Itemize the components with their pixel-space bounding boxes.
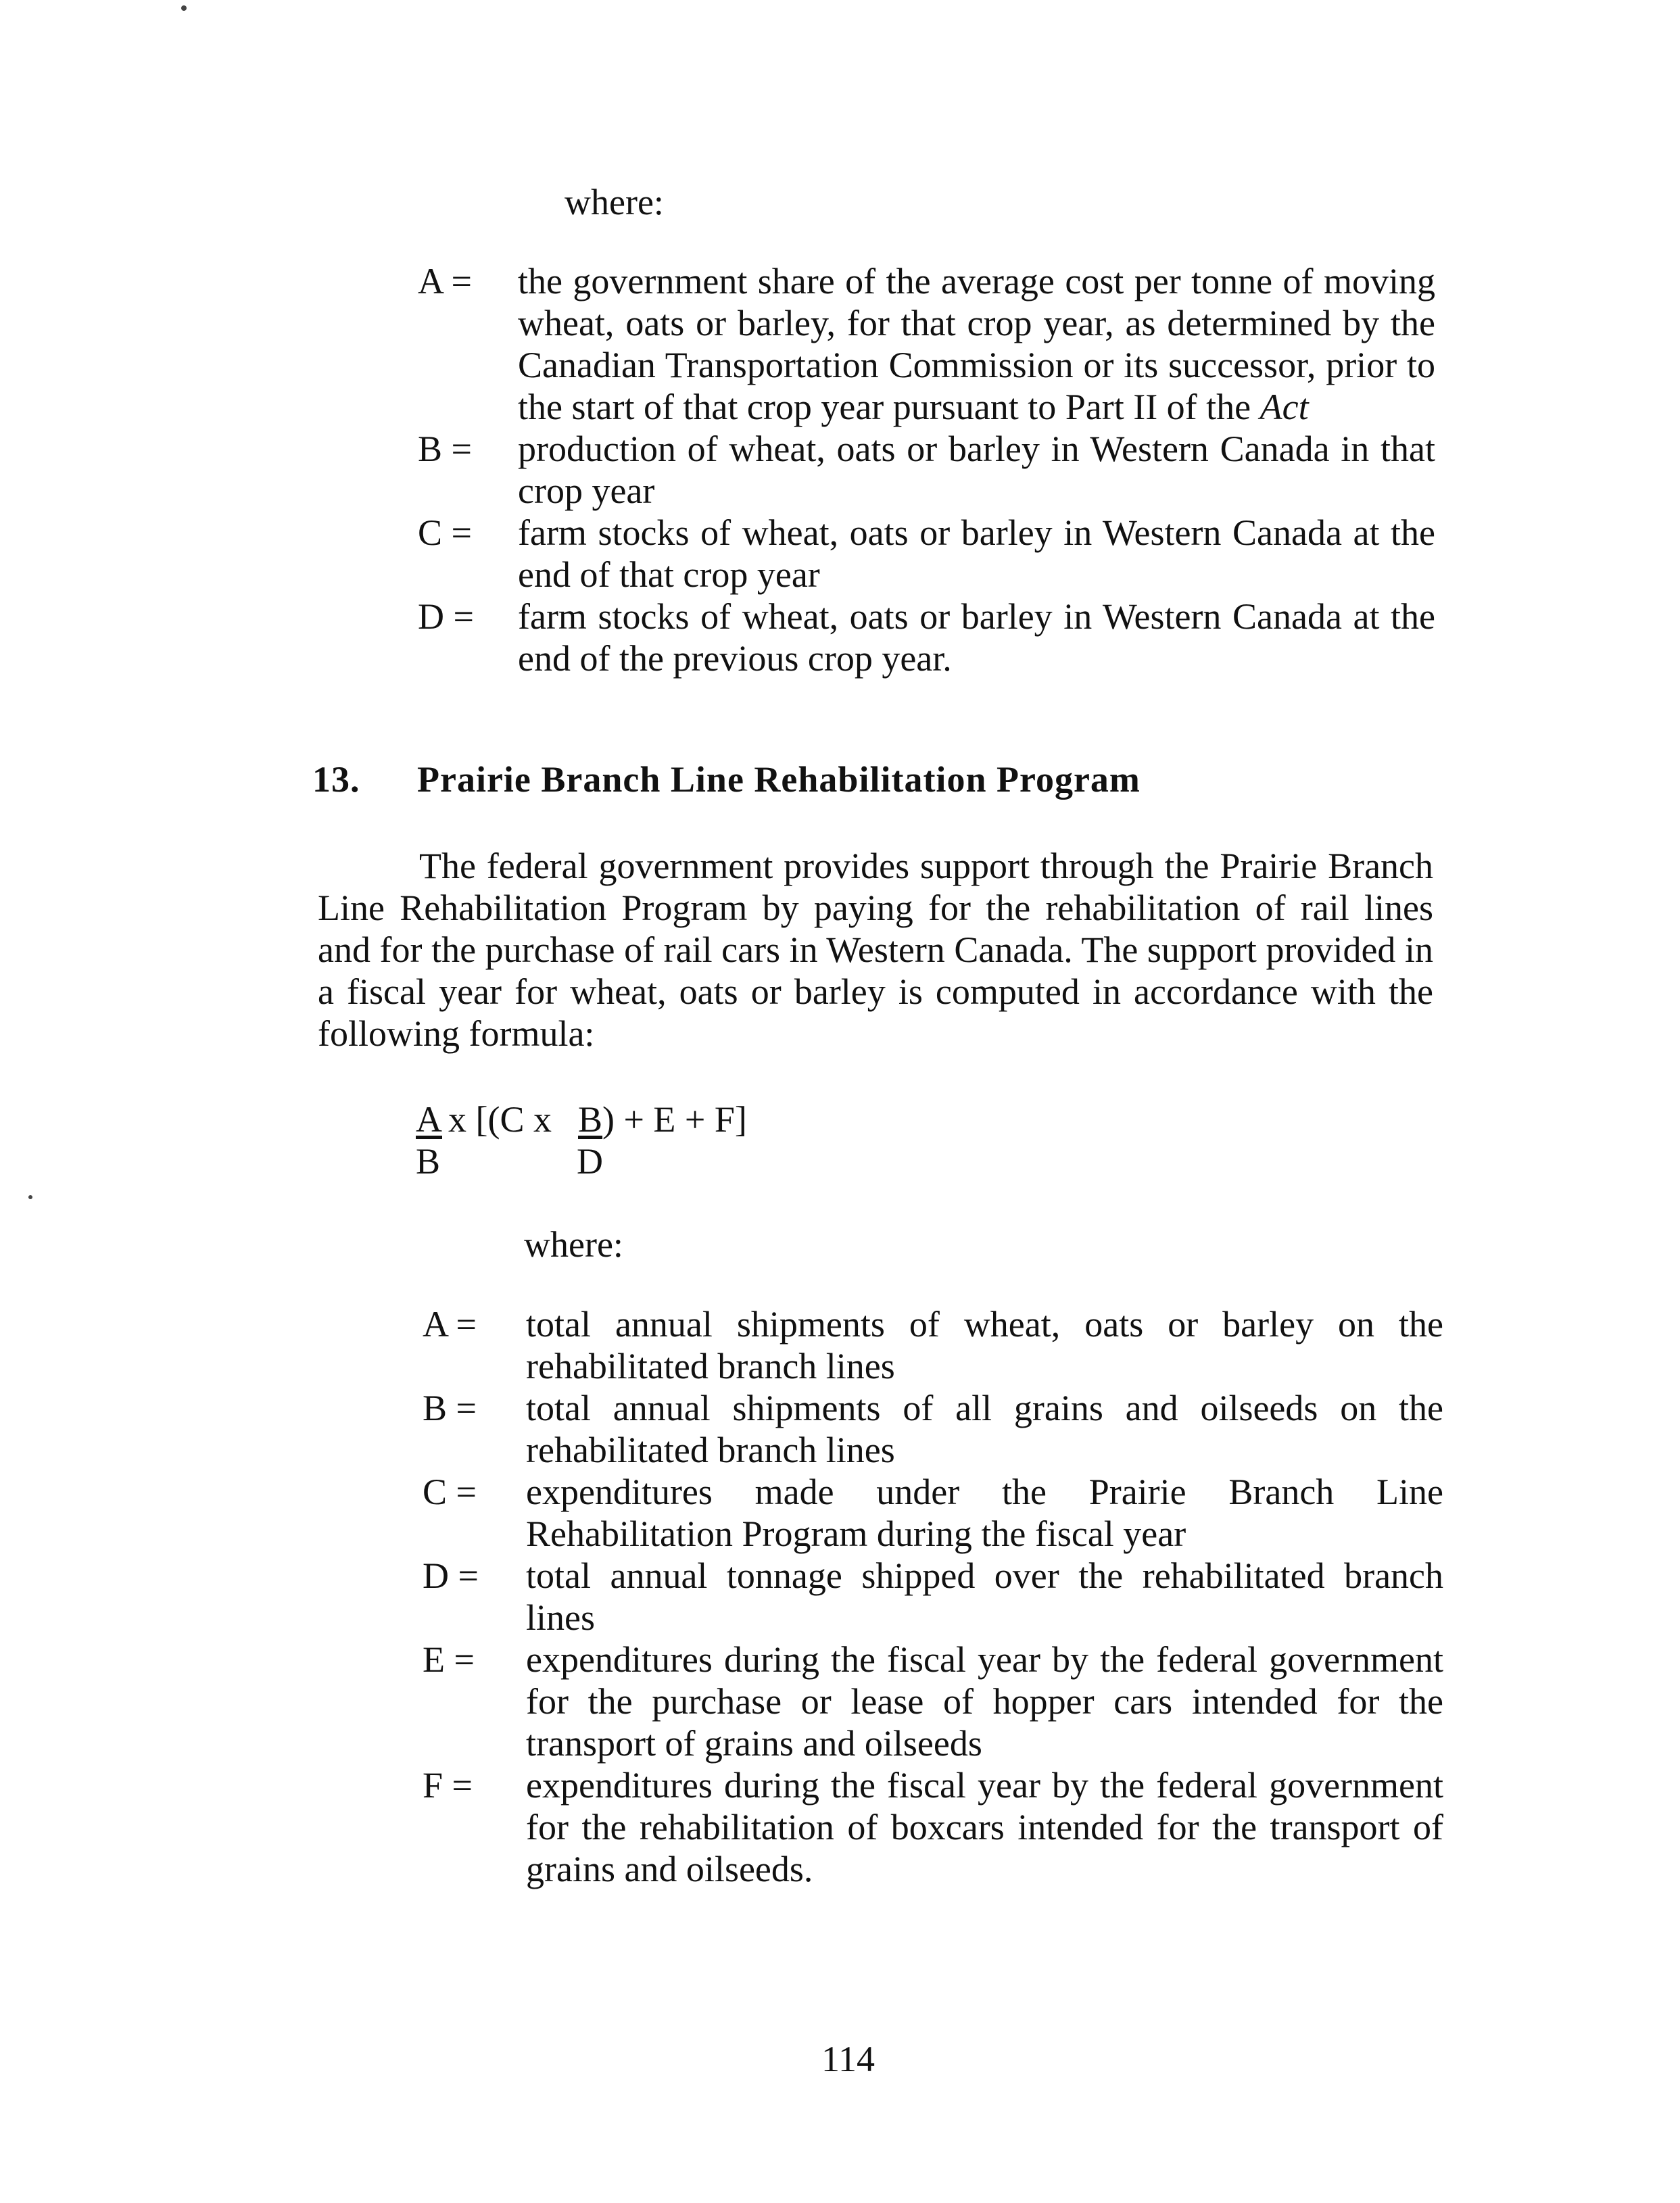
definition-text: expenditures made under the Prairie Branch Line Rehabilitation Program during the fiscal year [526,1472,1443,1554]
formula-numerator-b: B [578,1099,603,1140]
definition-text: total annual tonnage shipped over the rehabilitated branch lines [526,1555,1443,1638]
definition-label: F = [423,1765,473,1806]
where-label: where: [565,182,664,222]
where-label: where: [524,1224,623,1265]
definition-list-2 [423,1303,1443,1890]
definition-label: E = [423,1639,475,1680]
page-number: 114 [821,2039,875,2079]
section-number: 13. [312,759,360,800]
definition-item [418,260,1435,428]
definition-text: farm stocks of wheat, oats or barley in Western Canada at the end of the previous crop year. [518,596,1435,679]
definition-text: expenditures during the fiscal year by the federal government for the purchase or lease of hopper cars intended for the transport of grains and oilseeds [526,1639,1443,1764]
definition-label: A = [423,1304,477,1345]
formula-part-1: x [(C x [448,1099,552,1140]
definition-label: B = [423,1388,477,1428]
definition-label: B = [418,429,472,469]
definition-text: total annual shipments of wheat, oats or barley on the rehabilitated branch lines [526,1304,1443,1386]
definition-label: C = [418,512,472,553]
definition-text: total annual shipments of all grains and oilseeds on the rehabilitated branch lines [526,1388,1443,1470]
definition-text: production of wheat, oats or barley in Western Canada in that crop year [518,429,1435,511]
definition-item [423,1764,1443,1890]
formula-denominator-b: B [416,1141,441,1182]
definition-text: farm stocks of wheat, oats or barley in Western Canada at the end of that crop year [518,512,1435,595]
formula-numerator-a: A [416,1099,442,1140]
definition-item [423,1303,1443,1387]
definition-label: D = [423,1555,479,1596]
scan-speck [181,5,187,11]
body-paragraph: The federal government provides support through the Prairie Branch Line Rehabilitation Program by paying for the rehabilitation of rail lines and for the purchase of rail cars in Western Canada. The support provided in a fiscal year for wheat, oats or barley is computed in accordance with the following formula: [318,846,1433,1054]
definition-item [418,512,1435,596]
formula-part-2: ) + E + F] [602,1099,747,1140]
definition-item [418,596,1435,679]
definition-text: the government share of the average cost per tonne of moving wheat, oats or barley, for that crop year, as determined by the Canadian Transportation Commission or its successor, prior to the start of that crop year pursuant to Part II of the Act [518,261,1435,427]
section-title: Prairie Branch Line Rehabilitation Program [417,759,1141,800]
definition-item [423,1387,1443,1471]
section-heading [312,758,1141,800]
definition-item [418,428,1435,512]
act-italic: Act [1259,387,1309,427]
formula-denominator-d: D [577,1141,603,1182]
formula [416,1098,889,1193]
definition-label: A = [418,261,472,301]
definition-label: C = [423,1472,477,1512]
definition-list-1 [418,260,1435,679]
definition-item [423,1471,1443,1555]
definition-label: D = [418,596,474,637]
definition-text: expenditures during the fiscal year by the federal government for the rehabilitation of boxcars intended for the transport of grains and oilseeds. [526,1765,1443,1889]
definition-item [423,1639,1443,1764]
scan-speck [28,1195,32,1199]
definition-item [423,1555,1443,1639]
